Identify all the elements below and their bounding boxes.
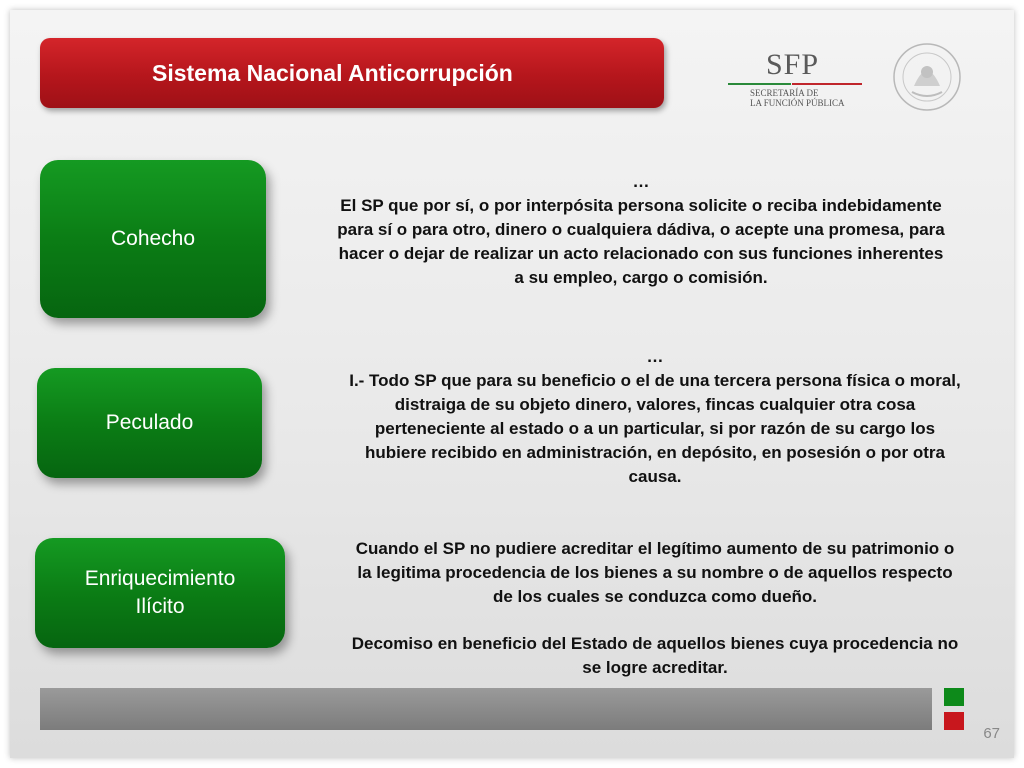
- cohecho-ellipsis: …: [632, 172, 650, 191]
- cohecho-box: [40, 160, 266, 318]
- logo-red-line: [792, 83, 862, 85]
- peculado-ellipsis: …: [646, 347, 664, 366]
- enriquecimiento-label-line1: Enriquecimiento: [84, 567, 236, 590]
- peculado-description-block: [345, 345, 965, 489]
- mexico-seal-icon: [892, 42, 962, 112]
- peculado-description: I.- Todo SP que para su beneficio o el de una tercera persona física o moral, distraiga de su objeto dinero, valores, fincas cualquier otra cosa perteneciente al estado o a un particular, si por razón de su cargo los hubiere recibido en administración, en depósito, en posesión o por otra causa.: [349, 371, 961, 486]
- red-square-decoration: [944, 712, 964, 730]
- logo-subtitle-line2: LA FUNCIÓN PÚBLICA: [750, 98, 845, 108]
- title-bar: [40, 38, 664, 108]
- logo-name: SFP: [766, 48, 820, 81]
- enriquecimiento-label-line2: Ilícito: [135, 595, 185, 618]
- logo-subtitle-line1: SECRETARÍA DE: [750, 88, 819, 98]
- page-title: Sistema Nacional Anticorrupción: [152, 60, 513, 86]
- green-square-decoration: [944, 688, 964, 706]
- peculado-box: [37, 368, 262, 478]
- footer-bar: [40, 688, 932, 730]
- sfp-logo: [728, 48, 868, 118]
- cohecho-description: El SP que por sí, o por interpósita persona solicite o reciba indebidamente para sí o para otro, dinero o cualquiera dádiva, o acepte una promesa, para hacer o dejar de realizar un acto relacionado con sus funciones inherentes a su empleo, cargo o comisión.: [337, 196, 945, 287]
- logo-subtitle: [750, 88, 870, 108]
- enriquecimiento-box: [35, 538, 285, 648]
- enriquecimiento-description: Cuando el SP no pudiere acreditar el legítimo aumento de su patrimonio o la legitima procedencia de los bienes a su nombre o de aquellos respecto de los cuales se conduzca como dueño.: [355, 539, 955, 606]
- page-number: 67: [983, 725, 1000, 742]
- cohecho-label: Cohecho: [110, 227, 196, 250]
- cohecho-description-block: [332, 170, 950, 290]
- logo-green-line: [728, 83, 791, 85]
- enriquecimiento-consequence: Decomiso en beneficio del Estado de aquellos bienes cuya procedencia no se logre acreditar.: [351, 634, 959, 677]
- peculado-label: Peculado: [105, 411, 194, 434]
